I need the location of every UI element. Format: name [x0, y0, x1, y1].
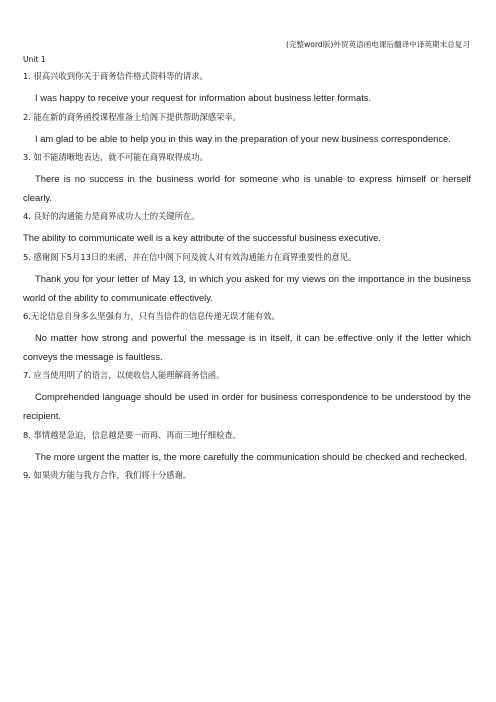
chinese-sentence: 3. 如不能清晰地表达，就不可能在商界取得成功。	[23, 152, 208, 163]
english-translation: I was happy to receive your request for information about business letter formats.	[35, 92, 372, 103]
unit-heading: Unit 1	[23, 55, 46, 64]
translation-item	[23, 70, 471, 108]
chinese-sentence: 5. 感谢阁下5月13日的来函，并在信中阁下问及彼人对有效沟通能力在商界重要性的意见。	[23, 251, 357, 262]
translation-item	[23, 310, 471, 366]
translation-item	[23, 429, 471, 467]
english-translation: There is no success in the business world for someone who is unable to express himself or herself clearly.	[23, 173, 471, 203]
translation-item	[23, 251, 471, 307]
translation-list	[23, 70, 471, 488]
chinese-sentence: 7. 应当使用明了的语言，以使收信人能理解商务信函。	[23, 370, 225, 381]
english-translation: The more urgent the matter is, the more carefully the communication should be checked and rechecked.	[35, 450, 467, 462]
chinese-sentence: 8. 事情越是急迫，信息越是要一而再、再而三地仔细检查。	[23, 429, 241, 440]
chinese-sentence: 1. 很高兴收到你关于商务信件格式资料等的请求。	[23, 71, 208, 81]
english-translation: I am glad to be able to help you in this way in the preparation of your new business correspondence.	[35, 132, 451, 144]
translation-item	[23, 111, 471, 149]
english-translation: No matter how strong and powerful the message is in itself, it can be effective only if the letter which conveys the message is faultless.	[23, 332, 471, 362]
chinese-sentence: 4. 良好的沟通能力是商界成功人士的关键所在。	[23, 211, 200, 222]
translation-item	[23, 369, 471, 425]
english-translation: Thank you for your letter of May 13, in which you asked for my views on the importance in the business world of the ability to communicate effectively.	[23, 272, 471, 303]
chinese-sentence: 6.无论信息自身多么坚强有力，只有当信件的信息传递无误才能有效。	[23, 311, 280, 322]
translation-item	[23, 151, 471, 207]
english-translation: Comprehended language should be used in order for business correspondence to be understood by the recipient.	[23, 391, 471, 421]
translation-item	[23, 469, 471, 482]
english-translation: The ability to communicate well is a key attribute of the successful business executive.	[23, 232, 381, 244]
chinese-sentence: 2. 能在新的商务函授课程准备上给阁下提供帮助深感荣幸。	[23, 111, 241, 122]
chinese-sentence: 9. 如果贵方能与我方合作，我们将十分感谢。	[23, 470, 192, 481]
document-header: (完整word版)外贸英语函电课后翻译中译英期末总复习	[285, 40, 470, 49]
translation-item	[23, 210, 471, 248]
